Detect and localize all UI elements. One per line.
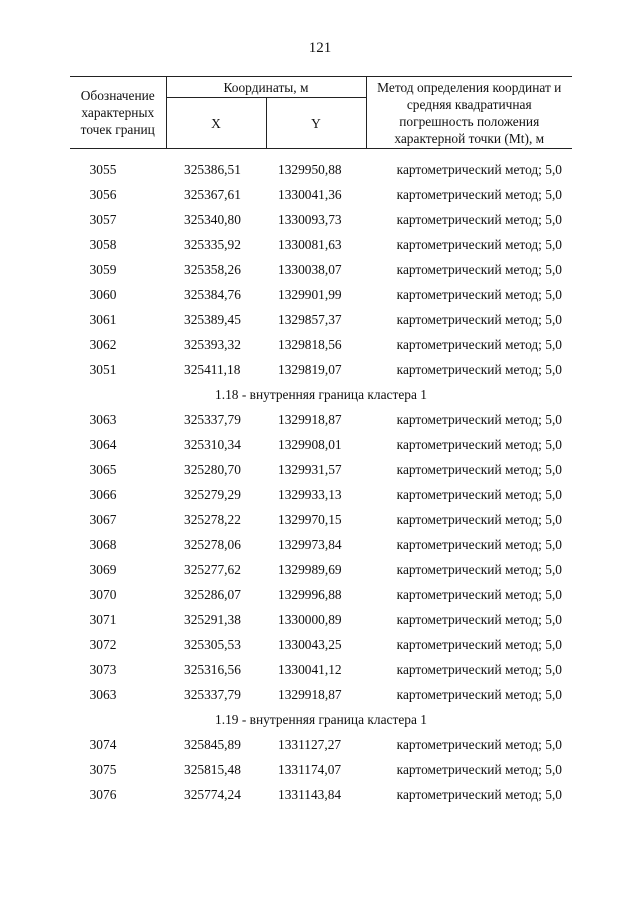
point-number: 3063 [89,686,117,702]
point-number: 3076 [89,786,117,802]
method-value: картометрический метод; 5,0 [396,561,562,577]
y-coordinate: 1331143,84 [278,786,342,802]
y-coordinate: 1330093,73 [278,211,342,227]
y-coordinate: 1329819,07 [278,361,342,377]
method-value: картометрический метод; 5,0 [396,486,562,502]
method-value: картометрический метод; 5,0 [396,361,562,377]
y-coordinate: 1329970,15 [278,511,342,527]
y-coordinate: 1329933,13 [278,486,342,502]
x-coordinate: 325393,32 [184,336,241,352]
x-coordinate: 325774,24 [184,786,241,802]
y-coordinate: 1329996,88 [278,586,342,602]
method-value: картометрический метод; 5,0 [396,686,562,702]
table-row [70,657,572,682]
x-coordinate: 325279,29 [184,486,241,502]
y-coordinate: 1329857,37 [278,311,342,327]
method-value: картометрический метод; 5,0 [396,411,562,427]
x-coordinate: 325815,48 [184,761,241,777]
y-coordinate: 1329973,84 [278,536,342,552]
method-value: картометрический метод; 5,0 [396,511,562,527]
point-number: 3062 [89,336,117,352]
y-coordinate: 1329918,87 [278,411,342,427]
y-coordinate: 1331127,27 [278,736,342,752]
table-row [70,282,572,307]
method-value: картометрический метод; 5,0 [396,536,562,552]
point-number: 3069 [89,561,117,577]
point-number: 3075 [89,761,117,777]
header-coordinates: Координаты, м [166,77,366,98]
y-coordinate: 1330043,25 [278,636,342,652]
x-coordinate: 325358,26 [184,261,241,277]
y-coordinate: 1329901,99 [278,286,342,302]
page-number: 121 [308,40,332,56]
y-coordinate: 1331174,07 [278,761,342,777]
table-row [70,432,572,457]
x-coordinate: 325310,34 [184,436,241,452]
table-row [70,582,572,607]
point-number: 3055 [89,161,117,177]
method-value: картометрический метод; 5,0 [396,636,562,652]
y-coordinate: 1329950,88 [278,161,342,177]
header-point-designation: Обозначение характерных точек границ [70,77,166,149]
section-title: 1.19 - внутренняя граница кластера 1 [215,711,427,727]
x-coordinate: 325280,70 [184,461,241,477]
method-value: картометрический метод; 5,0 [396,786,562,802]
table-row [70,232,572,257]
point-number: 3068 [89,536,117,552]
method-value: картометрический метод; 5,0 [396,311,562,327]
x-coordinate: 325305,53 [184,636,241,652]
y-coordinate: 1330041,36 [278,186,342,202]
x-coordinate: 325278,22 [184,511,241,527]
section-title: 1.18 - внутренняя граница кластера 1 [215,386,427,402]
y-coordinate: 1330038,07 [278,261,342,277]
x-coordinate: 325278,06 [184,536,241,552]
table-row [70,307,572,332]
table-row [70,207,572,232]
x-coordinate: 325340,80 [184,211,241,227]
point-number: 3060 [89,286,117,302]
method-value: картометрический метод; 5,0 [396,336,562,352]
y-coordinate: 1329908,01 [278,436,342,452]
point-number: 3070 [89,586,117,602]
x-coordinate: 325337,79 [184,411,241,427]
table-row [70,532,572,557]
point-number: 3059 [89,261,117,277]
point-number: 3072 [89,636,117,652]
x-coordinate: 325277,62 [184,561,241,577]
method-value: картометрический метод; 5,0 [396,236,562,252]
table-row [70,182,572,207]
section-row [70,382,572,407]
method-value: картометрический метод; 5,0 [396,261,562,277]
point-number: 3051 [89,361,117,377]
x-coordinate: 325337,79 [184,686,241,702]
x-coordinate: 325386,51 [184,161,241,177]
y-coordinate: 1329931,57 [278,461,342,477]
method-value: картометрический метод; 5,0 [396,461,562,477]
table-row [70,757,572,782]
x-coordinate: 325335,92 [184,236,241,252]
y-coordinate: 1329818,56 [278,336,342,352]
table-row [70,557,572,582]
point-number: 3065 [89,461,117,477]
coordinates-table [70,76,572,807]
section-row [70,707,572,732]
header-method: Метод определения координат и средняя квадратичная погрешность положения характерной точки (Mt), м [366,77,572,149]
method-value: картометрический метод; 5,0 [396,761,562,777]
x-coordinate: 325316,56 [184,661,241,677]
x-coordinate: 325291,38 [184,611,241,627]
x-coordinate: 325286,07 [184,586,241,602]
method-value: картометрический метод; 5,0 [396,586,562,602]
table-row [70,632,572,657]
point-number: 3064 [89,436,117,452]
table-row [70,332,572,357]
table-row [70,257,572,282]
method-value: картометрический метод; 5,0 [396,611,562,627]
point-number: 3074 [89,736,117,752]
point-number: 3067 [89,511,117,527]
table-row [70,607,572,632]
table-row [70,457,572,482]
method-value: картометрический метод; 5,0 [396,161,562,177]
table-header [70,77,572,149]
point-number: 3057 [89,211,117,227]
table-row [70,682,572,707]
method-value: картометрический метод; 5,0 [396,186,562,202]
method-value: картометрический метод; 5,0 [396,736,562,752]
point-number: 3073 [89,661,117,677]
table-row [70,732,572,757]
table-row [70,407,572,432]
point-number: 3071 [89,611,117,627]
x-coordinate: 325845,89 [184,736,241,752]
x-coordinate: 325411,18 [184,361,241,377]
method-value: картометрический метод; 5,0 [396,661,562,677]
method-value: картометрический метод; 5,0 [396,436,562,452]
table-row [70,482,572,507]
table-row [70,782,572,807]
y-coordinate: 1330081,63 [278,236,342,252]
point-number: 3058 [89,236,117,252]
point-number: 3066 [89,486,117,502]
table-body [70,149,572,808]
y-coordinate: 1330000,89 [278,611,342,627]
table-row [70,507,572,532]
x-coordinate: 325389,45 [184,311,241,327]
header-y: Y [266,98,366,149]
method-value: картометрический метод; 5,0 [396,286,562,302]
point-number: 3061 [89,311,117,327]
y-coordinate: 1329989,69 [278,561,342,577]
point-number: 3056 [89,186,117,202]
y-coordinate: 1329918,87 [278,686,342,702]
point-number: 3063 [89,411,117,427]
table-row [70,357,572,382]
x-coordinate: 325367,61 [184,186,241,202]
x-coordinate: 325384,76 [184,286,241,302]
header-x: X [166,98,266,149]
method-value: картометрический метод; 5,0 [396,211,562,227]
table-row [70,157,572,182]
y-coordinate: 1330041,12 [278,661,342,677]
